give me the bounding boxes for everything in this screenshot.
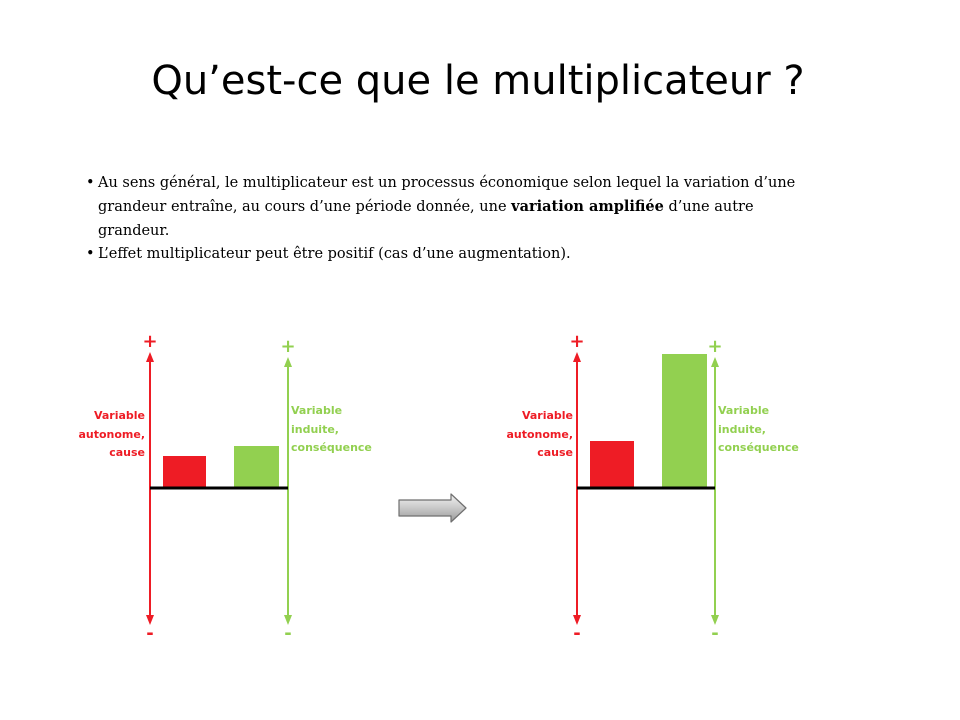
consequence-label-line: induite, (718, 423, 766, 436)
consequence-plus-sign: + (707, 336, 723, 357)
cause-label-line: Variable (521, 409, 573, 422)
bullet-segment: d’une autre grandeur. (98, 199, 754, 239)
cause-axis-arrowhead-top (573, 352, 581, 362)
cause-label-line: autonome, (506, 428, 573, 441)
cause-plus-sign: + (142, 331, 158, 352)
transition-arrow-icon (399, 494, 466, 522)
cause-bar-before (163, 456, 206, 488)
consequence-minus-sign: - (284, 623, 292, 644)
consequence-label-line: Variable (291, 404, 343, 417)
panel-before (78, 331, 371, 644)
consequence-axis-arrowhead-top (284, 357, 292, 367)
cause-label-line: cause (537, 446, 573, 459)
page-title: Qu’est-ce que le multiplicateur ? (151, 58, 805, 104)
cause-label-line: Variable (93, 409, 145, 422)
consequence-label-line: Variable (718, 404, 770, 417)
bullet-marker: • (86, 175, 95, 191)
consequence-minus-sign: - (711, 623, 719, 644)
consequence-bar-after (662, 354, 707, 488)
cause-bar-after (590, 441, 634, 488)
bullet-marker: • (86, 245, 95, 262)
bullet-segment-bold: variation amplifiée (511, 198, 664, 216)
consequence-axis-arrowhead-top (711, 357, 719, 367)
panel-after (506, 331, 798, 644)
cause-label-line: autonome, (78, 428, 145, 441)
cause-label-line: cause (109, 446, 145, 459)
consequence-plus-sign: + (280, 336, 296, 357)
cause-minus-sign: - (573, 623, 581, 644)
bullet-segment: Au sens général, le multiplicateur est un processus économique selon lequel la variation d’une grandeur entraîne, au cours d’une période donnée, une (98, 175, 796, 216)
consequence-label-line: conséquence (291, 441, 372, 454)
consequence-label-line: conséquence (718, 441, 799, 454)
consequence-bar-before (234, 446, 279, 488)
cause-minus-sign: - (146, 623, 154, 644)
cause-plus-sign: + (569, 331, 585, 352)
cause-axis-arrowhead-top (146, 352, 154, 362)
bullet-text: L’effet multiplicateur peut être positif (cas d’une augmentation). (98, 245, 571, 262)
consequence-label-line: induite, (291, 423, 339, 436)
